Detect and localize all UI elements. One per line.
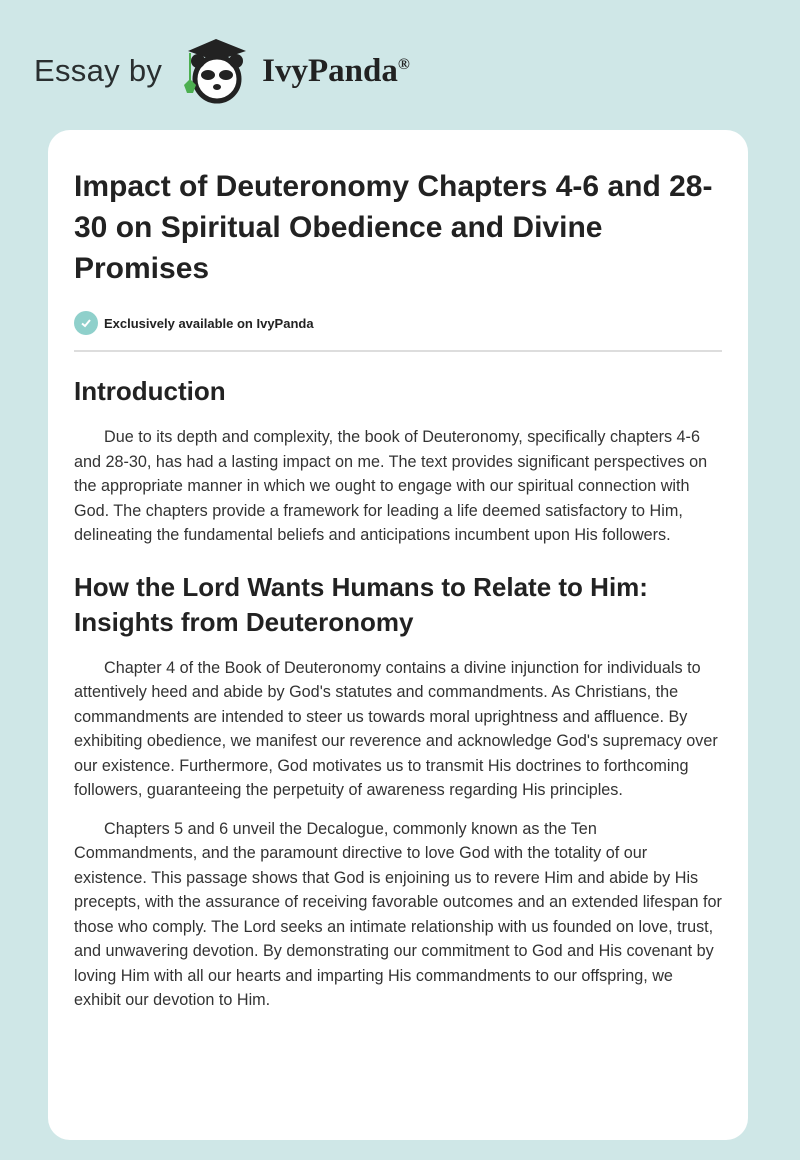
exclusive-badge [74,311,722,335]
paragraph: Chapter 4 of the Book of Deuteronomy contains a divine injunction for individuals to attentively heed and abide by God's statutes and commandments. As Christians, the commandments are intended to steer us towards moral uprightness and affluence. By exhibiting obedience, we manifest our reverence and acknowledge God's supremacy over our existence. Furthermore, God motivates us to transmit His doctrines to forthcoming followers, guaranteeing the perpetuity of awareness regarding His principles. [74,658,718,799]
site-header [34,36,410,106]
ivypanda-logo-icon[interactable] [180,35,252,107]
essay-card [48,130,748,1140]
section-heading: Introduction [74,376,226,406]
badge-label: Exclusively available on IvyPanda [104,315,314,331]
brand-name: IvyPanda® [262,52,410,89]
paragraph: Chapters 5 and 6 unveil the Decalogue, commonly known as the Ten Commandments, and the paramount directive to love God with the totality of our existence. This passage shows that God is enjoining us to revere Him and abide by His precepts, with the assurance of receiving favorable outcomes and an extended lifespan for those who comply. The Lord seeks an intimate relationship with us founded on love, trust, and unwavering devotion. By demonstrating our commitment to God and His covenant by loving Him with all our hearts and imparting His commandments to our offspring, we exhibit our devotion to Him. [74,819,722,1009]
essay-by-label: Essay by [34,53,163,88]
paragraph: Due to its depth and complexity, the book of Deuteronomy, specifically chapters 4-6 and 28-30, has had a lasting impact on me. The text provides significant perspectives on the appropriate manner in which we ought to engage with our spiritual connection with God. The chapters provide a framework for leading a life deemed satisfactory to Him, delineating the fundamental beliefs and anticipations incumbent upon His followers. [74,428,708,544]
divider [74,350,722,352]
check-icon [74,311,98,335]
essay-title: Impact of Deuteronomy Chapters 4-6 and 28-30 on Spiritual Obedience and Divine Promises [74,170,713,285]
section-heading: How the Lord Wants Humans to Relate to Him: Insights from Deuteronomy [74,571,648,637]
